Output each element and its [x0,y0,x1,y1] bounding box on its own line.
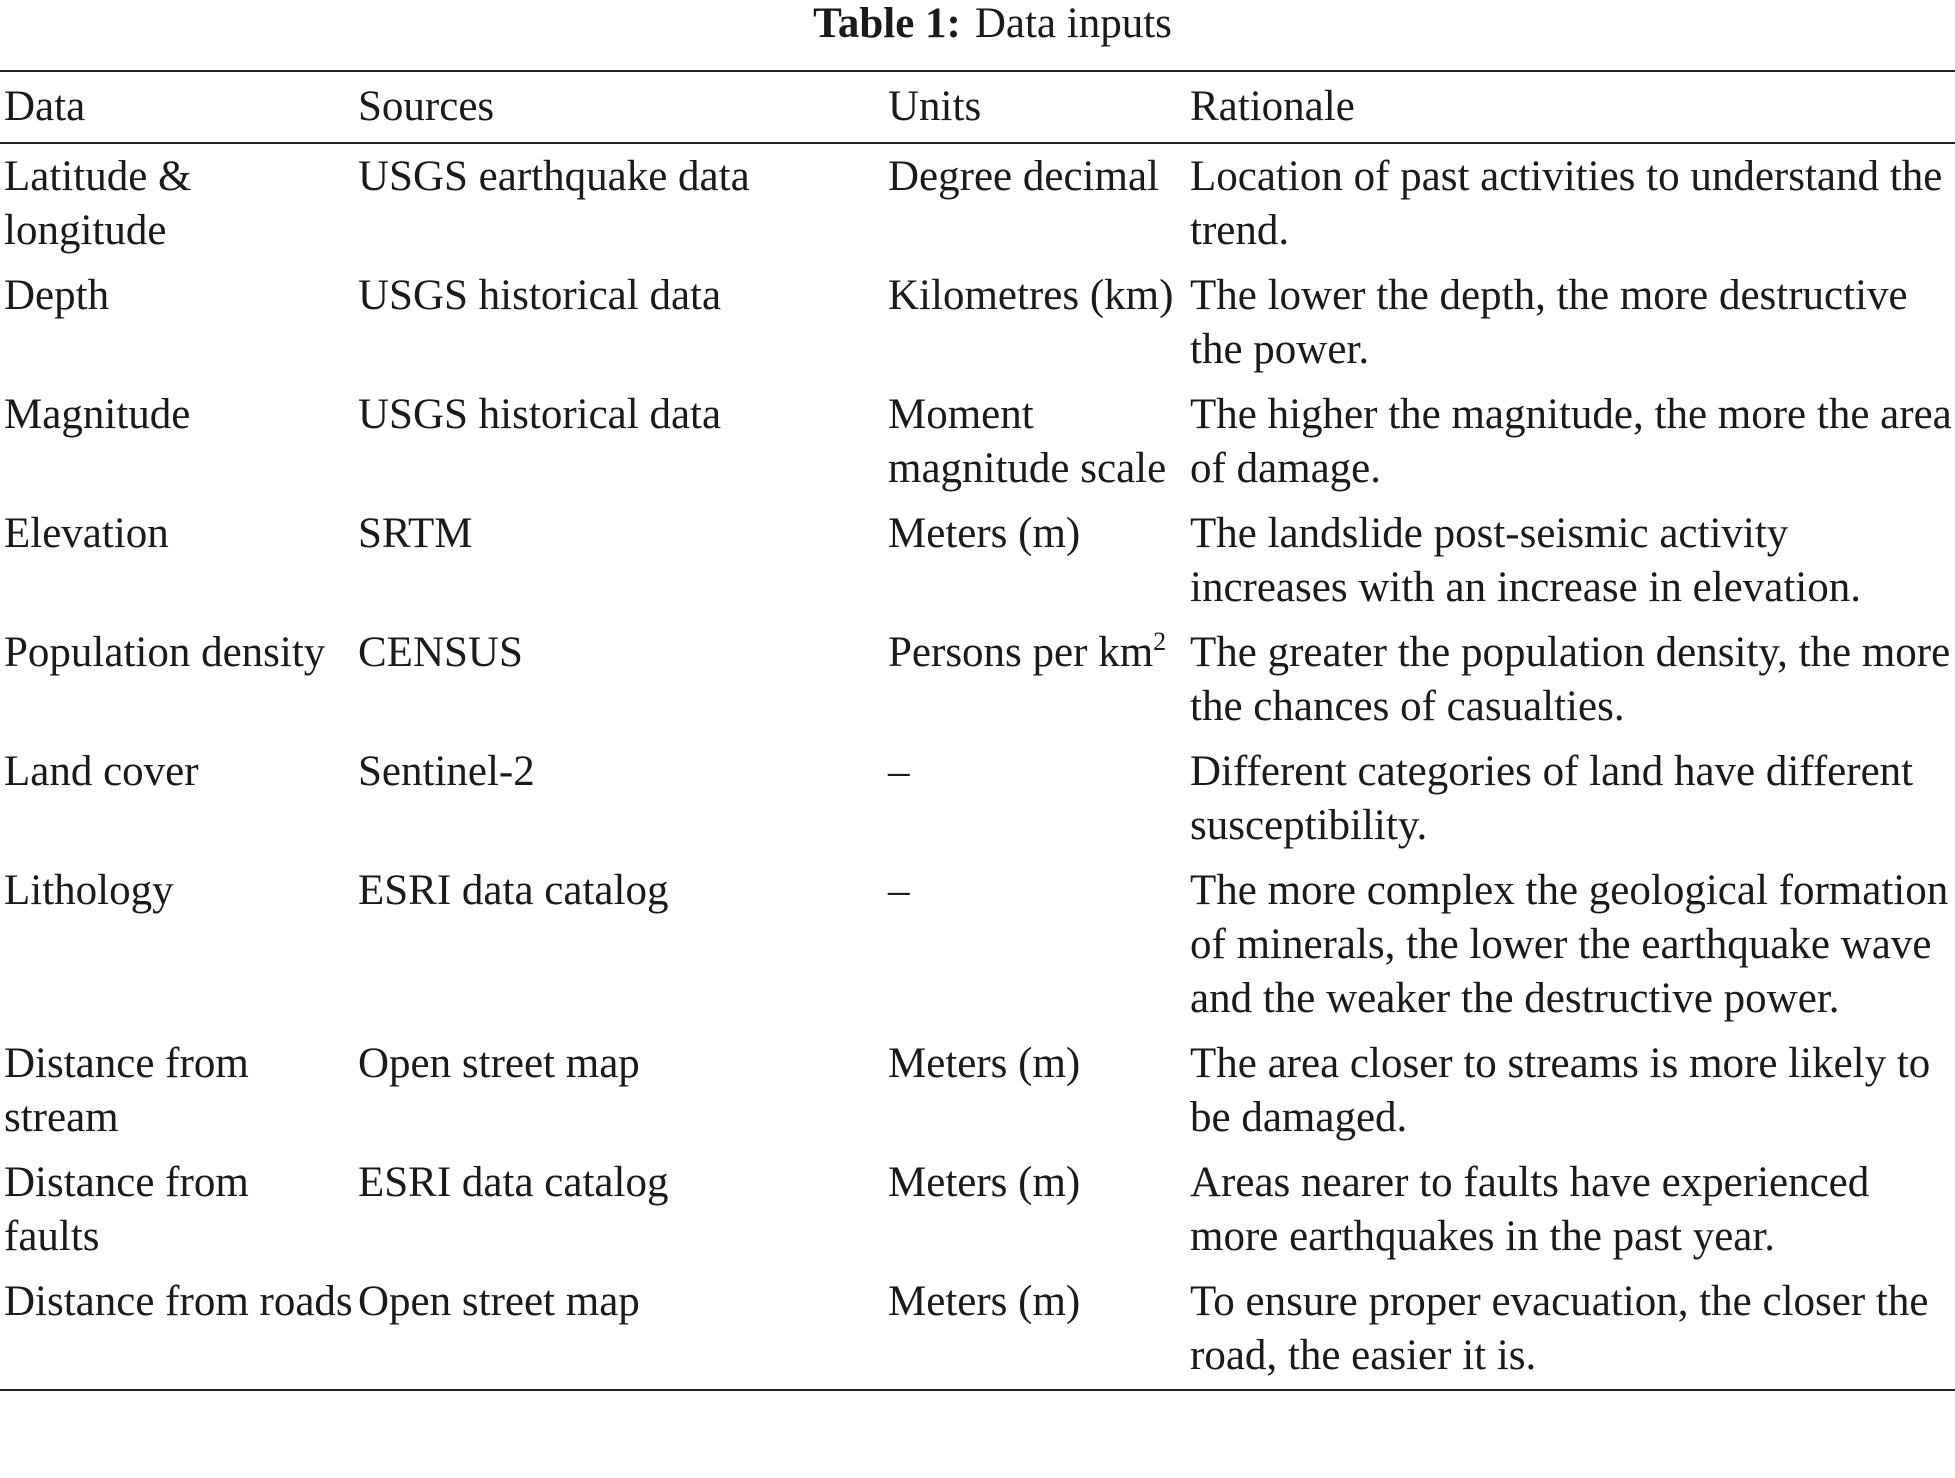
cell-data: Distance from faults [4,1159,249,1260]
cell-unit: Meters (m) [888,510,1081,557]
table-row [0,143,1955,263]
cell-rationale: The area closer to streams is more likely to be damaged. [1190,1040,1931,1141]
cell-source: Open street map [354,1269,884,1390]
cell-rationale: The landslide post-seismic activity increases with an increase in elevation. [1190,510,1861,611]
cell-data: Magnitude [4,391,191,438]
cell-rationale: The more complex the geological formation of minerals, the lower the earthquake wave and the weaker the destructive power. [1190,867,1949,1022]
cell-source: USGS historical data [358,391,722,438]
table-row [0,501,1955,620]
cell-source: Open street map [358,1040,640,1087]
cell-unit-text: Persons per km [888,629,1154,676]
table-caption-label: Table 1: [813,0,961,47]
cell-rationale: Different categories of land have different susceptibility. [1190,748,1914,849]
cell-source: Sentinel-2 [358,748,535,795]
cell-unit: – [888,867,910,914]
header-sources: Sources [354,71,884,143]
cell-rationale: To ensure proper evacuation, the closer the road, the easier it is. [1186,1269,1955,1390]
table-row [0,1031,1955,1150]
cell-data: Distance from roads [0,1269,354,1390]
data-inputs-table [0,70,1955,1391]
table-header-row [0,71,1955,143]
cell-source: ESRI data catalog [358,867,669,914]
cell-unit: Meters (m) [888,1040,1081,1087]
cell-source: SRTM [358,510,473,557]
cell-unit-superscript: 2 [1153,627,1167,656]
cell-source: USGS earthquake data [358,153,750,200]
header-rationale: Rationale [1186,71,1955,143]
cell-unit: Degree decimal [888,153,1159,200]
cell-data: Population density [4,629,326,676]
cell-rationale: Areas nearer to faults have experienced more earthquakes in the past year. [1190,1159,1870,1260]
cell-data: Elevation [4,510,169,557]
cell-unit: Kilometres (km) [888,272,1174,319]
table-caption [0,0,1955,48]
table-row [0,1269,1955,1390]
cell-data: Distance from stream [4,1040,249,1141]
cell-rationale: The greater the population density, the more the chances of casualties. [1190,629,1951,730]
cell-source: CENSUS [358,629,523,676]
cell-rationale: The higher the magnitude, the more the area of damage. [1190,391,1952,492]
cell-source: USGS historical data [358,272,722,319]
cell-rationale: The lower the depth, the more destructive the power. [1190,272,1908,373]
cell-unit: Moment magnitude scale [888,391,1167,492]
cell-unit: Meters (m) [884,1269,1186,1390]
table-row [0,263,1955,382]
cell-unit: Meters (m) [888,1159,1081,1206]
cell-data: Land cover [4,748,199,795]
table-row [0,858,1955,1031]
cell-data: Latitude & longitude [4,153,192,254]
table-row [0,1150,1955,1269]
header-data: Data [0,71,354,143]
cell-data: Depth [4,272,110,319]
table-row [0,382,1955,501]
cell-unit [884,620,1186,739]
header-units: Units [884,71,1186,143]
table-row [0,739,1955,858]
cell-source: ESRI data catalog [358,1159,669,1206]
cell-unit: – [888,748,910,795]
table-caption-title: Data inputs [974,0,1172,47]
cell-data: Lithology [4,867,174,914]
cell-rationale: Location of past activities to understand the trend. [1190,153,1943,254]
table-row [0,620,1955,739]
